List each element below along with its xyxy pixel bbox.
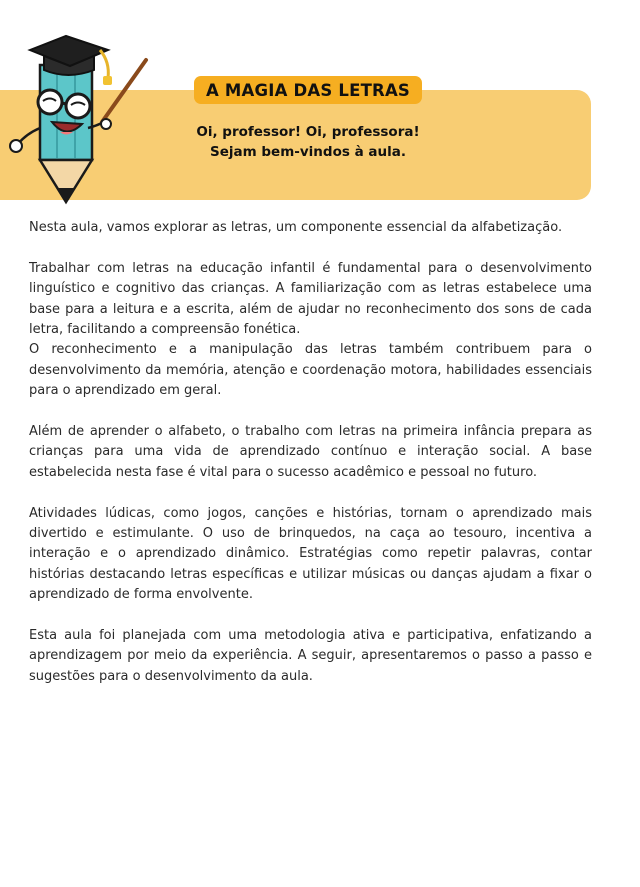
pencil-mascot-icon	[0, 10, 160, 205]
greeting-line-1: Oi, professor! Oi, professora!	[196, 124, 420, 140]
paragraph-memory-attention: O reconhecimento e a manipulação das letras também contribuem para o desenvolvimento da memória, atenção e coordenação motora, habilidades essenciais para o aprendizado em geral.	[29, 342, 592, 399]
paragraph-letters-importance: Trabalhar com letras na educação infantil é fundamental para o desenvolvimento linguístico e cognitivo das crianças. A familiarização com as letras estabelece uma base para a leitura e a escrita, além de ajudar no reconhecimento dos sons de cada letra, facilitando a compreensão fonética.	[29, 260, 592, 338]
title-badge	[194, 76, 422, 104]
paragraph-alphabet: Além de aprender o alfabeto, o trabalho com letras na primeira infância prepara as crianças para uma vida de aprendizado contínuo e interação social. A base estabelecida nesta fase é vital para o sucesso acadêmico e pessoal no futuro.	[29, 424, 592, 480]
greeting-line-2: Sejam bem-vindos à aula.	[210, 144, 406, 160]
paragraph-intro: Nesta aula, vamos explorar as letras, um componente essencial da alfabetização.	[29, 220, 563, 235]
greeting	[190, 122, 426, 162]
paragraph-playful-activities: Atividades lúdicas, como jogos, canções e histórias, tornam o aprendizado mais divertido e estimulante. O uso de brinquedos, na caça ao tesouro, incentiva a interação e o aprendizado dinâmico. Estratégias como repetir palavras, contar histórias destacando letras específicas e utilizar músicas ou danças ajudam a fixar o aprendizado de forma envolvente.	[29, 505, 592, 603]
body-text	[29, 218, 592, 708]
page-title: A MAGIA DAS LETRAS	[206, 80, 410, 100]
paragraph-methodology: Esta aula foi planejada com uma metodologia ativa e participativa, enfatizando a aprendizagem por meio da experiência. A seguir, apresentaremos o passo a passo e sugestões para o desenvolvimento da aula.	[29, 628, 592, 684]
